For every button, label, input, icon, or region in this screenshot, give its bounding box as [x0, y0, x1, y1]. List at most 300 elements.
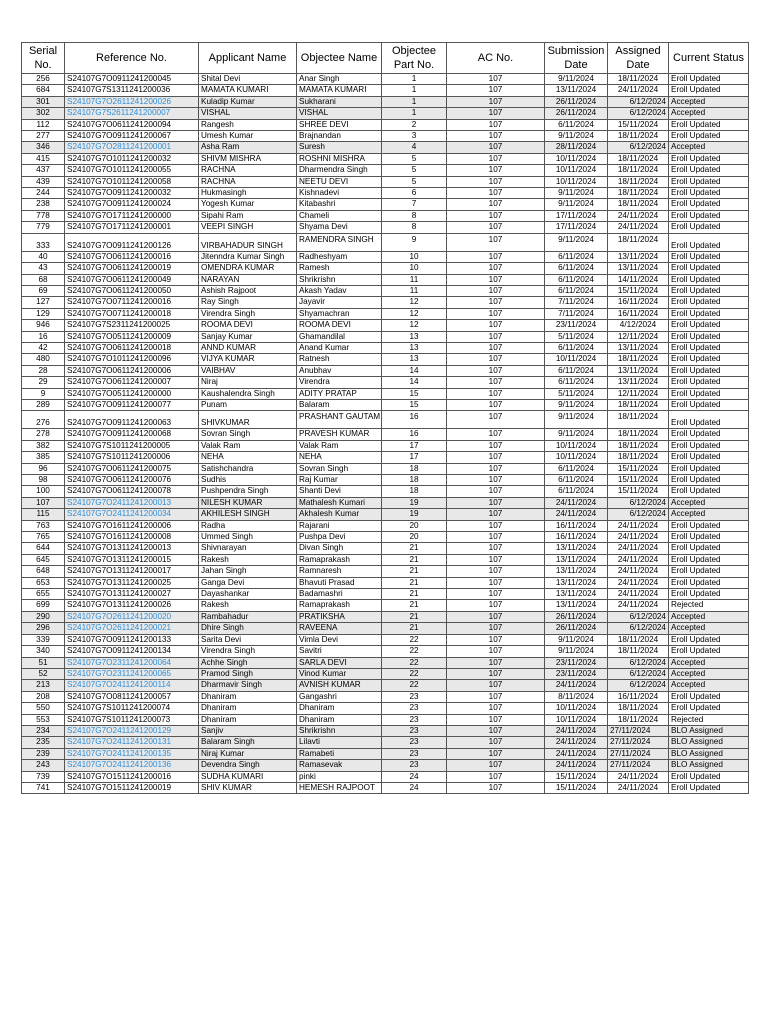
- submission-date-cell: 13/11/2024: [545, 566, 608, 577]
- ac-no-cell: 107: [447, 532, 545, 543]
- reference-cell: S24107G7O1711241200001: [65, 222, 199, 233]
- part-no-cell: 11: [382, 285, 447, 296]
- objectee-cell: Shyama Devi: [297, 222, 382, 233]
- reference-cell: S24107G7O1011241200096: [65, 354, 199, 365]
- part-no-cell: 18: [382, 475, 447, 486]
- part-no-cell: 17: [382, 440, 447, 451]
- serial-cell: 480: [22, 354, 65, 365]
- applicant-cell: Satishchandra: [199, 463, 297, 474]
- ac-no-cell: 107: [447, 188, 545, 199]
- table-row: [22, 520, 749, 531]
- applicant-cell: Jahan Singh: [199, 566, 297, 577]
- status-cell: Eroll Updated: [669, 399, 749, 410]
- table-row: [22, 233, 749, 251]
- part-no-cell: 12: [382, 320, 447, 331]
- objectee-cell: Suresh: [297, 142, 382, 153]
- assigned-date-cell: 15/11/2024: [608, 475, 669, 486]
- assigned-date-cell: 24/11/2024: [608, 520, 669, 531]
- applicant-cell: Niraj: [199, 377, 297, 388]
- serial-cell: 115: [22, 509, 65, 520]
- reference-cell: S24107G7O1011241200058: [65, 176, 199, 187]
- part-no-cell: 3: [382, 131, 447, 142]
- status-cell: Eroll Updated: [669, 429, 749, 440]
- applicant-cell: OMENDRA KUMAR: [199, 263, 297, 274]
- objectee-cell: ADITY PRATAP: [297, 388, 382, 399]
- serial-cell: 346: [22, 142, 65, 153]
- table-row: [22, 176, 749, 187]
- status-cell: Eroll Updated: [669, 532, 749, 543]
- submission-date-cell: 6/11/2024: [545, 486, 608, 497]
- part-no-cell: 23: [382, 737, 447, 748]
- applicant-cell: Valak Ram: [199, 440, 297, 451]
- part-no-cell: 5: [382, 165, 447, 176]
- column-header-objectee: Objectee Name: [297, 43, 382, 74]
- serial-cell: 653: [22, 577, 65, 588]
- ac-no-cell: 107: [447, 199, 545, 210]
- header-submission-line2: Date: [564, 59, 588, 71]
- submission-date-cell: 9/11/2024: [545, 411, 608, 429]
- applicant-cell: Ganga Devi: [199, 577, 297, 588]
- column-header-ac: AC No.: [447, 43, 545, 74]
- reference-cell: S24107G7O2411241200114: [65, 680, 199, 691]
- ac-no-cell: 107: [447, 331, 545, 342]
- serial-cell: 278: [22, 429, 65, 440]
- objectee-cell: VISHAL: [297, 108, 382, 119]
- serial-cell: 51: [22, 657, 65, 668]
- table-row: [22, 714, 749, 725]
- objectee-cell: Ramnaresh: [297, 566, 382, 577]
- table-row: [22, 320, 749, 331]
- submission-date-cell: 10/11/2024: [545, 176, 608, 187]
- reference-cell: S24107G7O2411241200034: [65, 509, 199, 520]
- serial-cell: 112: [22, 119, 65, 130]
- objectee-cell: Ramaprakash: [297, 600, 382, 611]
- assigned-date-cell: 24/11/2024: [608, 532, 669, 543]
- part-no-cell: 13: [382, 331, 447, 342]
- reference-cell: S24107G7O0611241200006: [65, 365, 199, 376]
- ac-no-cell: 107: [447, 285, 545, 296]
- status-cell: Eroll Updated: [669, 440, 749, 451]
- submission-date-cell: 15/11/2024: [545, 782, 608, 793]
- objectee-cell: Vinod Kumar: [297, 668, 382, 679]
- ac-no-cell: 107: [447, 108, 545, 119]
- reference-cell: S24107G7O1311241200026: [65, 600, 199, 611]
- submission-date-cell: 9/11/2024: [545, 646, 608, 657]
- submission-date-cell: 6/11/2024: [545, 475, 608, 486]
- serial-cell: 550: [22, 703, 65, 714]
- assigned-date-cell: 27/11/2024: [608, 748, 669, 759]
- ac-no-cell: 107: [447, 165, 545, 176]
- serial-cell: 699: [22, 600, 65, 611]
- status-cell: Eroll Updated: [669, 566, 749, 577]
- status-cell: Eroll Updated: [669, 131, 749, 142]
- objectee-cell: Akash Yadav: [297, 285, 382, 296]
- serial-cell: 946: [22, 320, 65, 331]
- assigned-date-cell: 6/12/2024: [608, 657, 669, 668]
- submission-date-cell: 6/11/2024: [545, 342, 608, 353]
- ac-no-cell: 107: [447, 680, 545, 691]
- reference-cell: S24107G7O2411241200136: [65, 760, 199, 771]
- applicant-cell: VIRBAHADUR SINGH: [199, 233, 297, 251]
- table-row: [22, 440, 749, 451]
- ac-no-cell: 107: [447, 657, 545, 668]
- objectee-cell: Gangashri: [297, 691, 382, 702]
- submission-date-cell: 6/11/2024: [545, 274, 608, 285]
- reference-cell: S24107G7S1011241200073: [65, 714, 199, 725]
- submission-date-cell: 24/11/2024: [545, 737, 608, 748]
- objectee-cell: SHREE DEVI: [297, 119, 382, 130]
- objectee-cell: Dhaniram: [297, 703, 382, 714]
- assigned-date-cell: 18/11/2024: [608, 440, 669, 451]
- status-cell: Accepted: [669, 497, 749, 508]
- submission-date-cell: 26/11/2024: [545, 96, 608, 107]
- part-no-cell: 23: [382, 714, 447, 725]
- part-no-cell: 2: [382, 119, 447, 130]
- table-row: [22, 222, 749, 233]
- table-row: [22, 411, 749, 429]
- applicant-cell: Devendra Singh: [199, 760, 297, 771]
- status-cell: Accepted: [669, 623, 749, 634]
- objection-status-table: [21, 42, 749, 794]
- serial-cell: 238: [22, 199, 65, 210]
- ac-no-cell: 107: [447, 475, 545, 486]
- objectee-cell: Jayavir: [297, 297, 382, 308]
- reference-cell: S24107G7S1011241200005: [65, 440, 199, 451]
- part-no-cell: 21: [382, 566, 447, 577]
- objectee-cell: RAMENDRA SINGH: [297, 233, 382, 251]
- objectee-cell: Rajarani: [297, 520, 382, 531]
- assigned-date-cell: 6/12/2024: [608, 497, 669, 508]
- assigned-date-cell: 24/11/2024: [608, 771, 669, 782]
- assigned-date-cell: 12/11/2024: [608, 331, 669, 342]
- submission-date-cell: 6/11/2024: [545, 119, 608, 130]
- assigned-date-cell: 18/11/2024: [608, 634, 669, 645]
- table-row: [22, 600, 749, 611]
- ac-no-cell: 107: [447, 354, 545, 365]
- reference-cell: S24107G7O2311241200065: [65, 668, 199, 679]
- table-row: [22, 589, 749, 600]
- submission-date-cell: 6/11/2024: [545, 463, 608, 474]
- applicant-cell: Rakesh: [199, 554, 297, 565]
- reference-cell: S24107G7O1311241200027: [65, 589, 199, 600]
- applicant-cell: NILESH KUMAR: [199, 497, 297, 508]
- objectee-cell: Mathalesh Kumari: [297, 497, 382, 508]
- serial-cell: 439: [22, 176, 65, 187]
- submission-date-cell: 24/11/2024: [545, 760, 608, 771]
- assigned-date-cell: 14/11/2024: [608, 274, 669, 285]
- ac-no-cell: 107: [447, 771, 545, 782]
- table-row: [22, 429, 749, 440]
- objectee-cell: Kitabashri: [297, 199, 382, 210]
- submission-date-cell: 28/11/2024: [545, 142, 608, 153]
- applicant-cell: Rambahadur: [199, 611, 297, 622]
- reference-cell: S24107G7O0511241200009: [65, 331, 199, 342]
- objectee-cell: PRASHANT GAUTAM: [297, 411, 382, 429]
- objectee-cell: PRATIKSHA: [297, 611, 382, 622]
- status-cell: Accepted: [669, 142, 749, 153]
- table-row: [22, 74, 749, 85]
- submission-date-cell: 10/11/2024: [545, 452, 608, 463]
- ac-no-cell: 107: [447, 566, 545, 577]
- reference-cell: S24107G7O1311241200017: [65, 566, 199, 577]
- assigned-date-cell: 13/11/2024: [608, 377, 669, 388]
- submission-date-cell: 10/11/2024: [545, 165, 608, 176]
- submission-date-cell: 23/11/2024: [545, 657, 608, 668]
- claims-objections-sheet: [21, 42, 748, 794]
- ac-no-cell: 107: [447, 725, 545, 736]
- applicant-cell: Sipahi Ram: [199, 210, 297, 221]
- serial-cell: 127: [22, 297, 65, 308]
- status-cell: Eroll Updated: [669, 176, 749, 187]
- submission-date-cell: 7/11/2024: [545, 308, 608, 319]
- part-no-cell: 1: [382, 74, 447, 85]
- applicant-cell: Hukmasingh: [199, 188, 297, 199]
- part-no-cell: 13: [382, 354, 447, 365]
- status-cell: Eroll Updated: [669, 691, 749, 702]
- table-row: [22, 210, 749, 221]
- applicant-cell: Dayashankar: [199, 589, 297, 600]
- table-row: [22, 297, 749, 308]
- reference-cell: S24107G7O0611241200075: [65, 463, 199, 474]
- submission-date-cell: 9/11/2024: [545, 131, 608, 142]
- submission-date-cell: 24/11/2024: [545, 680, 608, 691]
- part-no-cell: 12: [382, 297, 447, 308]
- reference-cell: S24107G7S2611241200007: [65, 108, 199, 119]
- ac-no-cell: 107: [447, 623, 545, 634]
- serial-cell: 9: [22, 388, 65, 399]
- objectee-cell: Valak Ram: [297, 440, 382, 451]
- objectee-cell: Akhalesh Kumar: [297, 509, 382, 520]
- status-cell: Eroll Updated: [669, 251, 749, 262]
- applicant-cell: Niraj Kumar: [199, 748, 297, 759]
- submission-date-cell: 24/11/2024: [545, 497, 608, 508]
- submission-date-cell: 9/11/2024: [545, 233, 608, 251]
- submission-date-cell: 9/11/2024: [545, 188, 608, 199]
- objectee-cell: Ramaprakash: [297, 554, 382, 565]
- objectee-cell: HEMESH RAJPOOT: [297, 782, 382, 793]
- serial-cell: 741: [22, 782, 65, 793]
- part-no-cell: 23: [382, 703, 447, 714]
- table-row: [22, 331, 749, 342]
- assigned-date-cell: 15/11/2024: [608, 463, 669, 474]
- assigned-date-cell: 18/11/2024: [608, 703, 669, 714]
- submission-date-cell: 13/11/2024: [545, 543, 608, 554]
- applicant-cell: Umesh Kumar: [199, 131, 297, 142]
- assigned-date-cell: 4/12/2024: [608, 320, 669, 331]
- status-cell: Eroll Updated: [669, 543, 749, 554]
- ac-no-cell: 107: [447, 233, 545, 251]
- reference-cell: S24107G7O2611241200020: [65, 611, 199, 622]
- reference-cell: S24107G7O1511241200016: [65, 771, 199, 782]
- reference-cell: S24107G7O2811241200001: [65, 142, 199, 153]
- assigned-date-cell: 16/11/2024: [608, 308, 669, 319]
- part-no-cell: 4: [382, 142, 447, 153]
- header-serial-line2: No.: [34, 59, 52, 71]
- ac-no-cell: 107: [447, 714, 545, 725]
- status-cell: Eroll Updated: [669, 297, 749, 308]
- part-no-cell: 22: [382, 646, 447, 657]
- ac-no-cell: 107: [447, 577, 545, 588]
- serial-cell: 289: [22, 399, 65, 410]
- table-body: [22, 74, 749, 794]
- reference-cell: S24107G7O1511241200019: [65, 782, 199, 793]
- objectee-cell: Shanti Devi: [297, 486, 382, 497]
- assigned-date-cell: 13/11/2024: [608, 342, 669, 353]
- serial-cell: 340: [22, 646, 65, 657]
- serial-cell: 765: [22, 532, 65, 543]
- status-cell: Eroll Updated: [669, 577, 749, 588]
- applicant-cell: Ashish Rajpoot: [199, 285, 297, 296]
- status-cell: Eroll Updated: [669, 233, 749, 251]
- applicant-cell: Shital Devi: [199, 74, 297, 85]
- applicant-cell: Ray Singh: [199, 297, 297, 308]
- column-header-status: Current Status: [669, 43, 749, 74]
- reference-cell: S24107G7O1611241200006: [65, 520, 199, 531]
- status-cell: Eroll Updated: [669, 320, 749, 331]
- reference-cell: S24107G7O2611241200021: [65, 623, 199, 634]
- part-no-cell: 16: [382, 429, 447, 440]
- table-row: [22, 399, 749, 410]
- table-row: [22, 577, 749, 588]
- objectee-cell: Badamashri: [297, 589, 382, 600]
- serial-cell: 415: [22, 153, 65, 164]
- objectee-cell: Savitri: [297, 646, 382, 657]
- status-cell: Accepted: [669, 509, 749, 520]
- status-cell: BLO Assigned: [669, 748, 749, 759]
- assigned-date-cell: 24/11/2024: [608, 543, 669, 554]
- submission-date-cell: 13/11/2024: [545, 554, 608, 565]
- reference-cell: S24107G7O0611241200050: [65, 285, 199, 296]
- assigned-date-cell: 24/11/2024: [608, 210, 669, 221]
- submission-date-cell: 24/11/2024: [545, 748, 608, 759]
- table-row: [22, 342, 749, 353]
- status-cell: Accepted: [669, 108, 749, 119]
- applicant-cell: ROOMA DEVI: [199, 320, 297, 331]
- objectee-cell: Radheshyam: [297, 251, 382, 262]
- ac-no-cell: 107: [447, 486, 545, 497]
- serial-cell: 655: [22, 589, 65, 600]
- reference-cell: S24107G7O2611241200026: [65, 96, 199, 107]
- status-cell: Eroll Updated: [669, 646, 749, 657]
- status-cell: Eroll Updated: [669, 475, 749, 486]
- status-cell: Eroll Updated: [669, 274, 749, 285]
- applicant-cell: SHIVKUMAR: [199, 411, 297, 429]
- ac-no-cell: 107: [447, 429, 545, 440]
- table-row: [22, 285, 749, 296]
- assigned-date-cell: 18/11/2024: [608, 452, 669, 463]
- status-cell: Eroll Updated: [669, 210, 749, 221]
- reference-cell: S24107G7O0611241200016: [65, 251, 199, 262]
- column-header-applicant: Applicant Name: [199, 43, 297, 74]
- serial-cell: 107: [22, 497, 65, 508]
- assigned-date-cell: 12/11/2024: [608, 388, 669, 399]
- serial-cell: 208: [22, 691, 65, 702]
- table-row: [22, 377, 749, 388]
- reference-cell: S24107G7O2411241200013: [65, 497, 199, 508]
- table-row: [22, 165, 749, 176]
- applicant-cell: RACHNA: [199, 176, 297, 187]
- table-row: [22, 475, 749, 486]
- table-row: [22, 188, 749, 199]
- column-header-assigned: [608, 43, 669, 74]
- ac-no-cell: 107: [447, 131, 545, 142]
- objectee-cell: Ramabeti: [297, 748, 382, 759]
- applicant-cell: SHIVM MISHRA: [199, 153, 297, 164]
- applicant-cell: VAIBHAV: [199, 365, 297, 376]
- reference-cell: S24107G7O2311241200064: [65, 657, 199, 668]
- objectee-cell: Balaram: [297, 399, 382, 410]
- reference-cell: S24107G7O0611241200049: [65, 274, 199, 285]
- table-row: [22, 199, 749, 210]
- applicant-cell: RACHNA: [199, 165, 297, 176]
- ac-no-cell: 107: [447, 703, 545, 714]
- reference-cell: S24107G7S2311241200025: [65, 320, 199, 331]
- assigned-date-cell: 27/11/2024: [608, 725, 669, 736]
- submission-date-cell: 6/11/2024: [545, 263, 608, 274]
- objectee-cell: Virendra: [297, 377, 382, 388]
- serial-cell: 296: [22, 623, 65, 634]
- status-cell: Eroll Updated: [669, 411, 749, 429]
- assigned-date-cell: 18/11/2024: [608, 646, 669, 657]
- part-no-cell: 23: [382, 725, 447, 736]
- status-cell: Eroll Updated: [669, 771, 749, 782]
- table-row: [22, 623, 749, 634]
- reference-cell: S24107G7O1311241200015: [65, 554, 199, 565]
- serial-cell: 28: [22, 365, 65, 376]
- applicant-cell: Ummed Singh: [199, 532, 297, 543]
- table-row: [22, 96, 749, 107]
- applicant-cell: Dhaniram: [199, 703, 297, 714]
- serial-cell: 763: [22, 520, 65, 531]
- applicant-cell: NARAYAN: [199, 274, 297, 285]
- applicant-cell: Dhire Singh: [199, 623, 297, 634]
- assigned-date-cell: 6/12/2024: [608, 668, 669, 679]
- submission-date-cell: 10/11/2024: [545, 703, 608, 714]
- ac-no-cell: 107: [447, 691, 545, 702]
- table-row: [22, 85, 749, 96]
- applicant-cell: Achhe Singh: [199, 657, 297, 668]
- objectee-cell: Anubhav: [297, 365, 382, 376]
- table-row: [22, 543, 749, 554]
- part-no-cell: 24: [382, 782, 447, 793]
- serial-cell: 684: [22, 85, 65, 96]
- assigned-date-cell: 18/11/2024: [608, 153, 669, 164]
- ac-no-cell: 107: [447, 377, 545, 388]
- objectee-cell: pinki: [297, 771, 382, 782]
- header-row: [22, 43, 749, 74]
- objectee-cell: ROSHNI MISHRA: [297, 153, 382, 164]
- ac-no-cell: 107: [447, 210, 545, 221]
- assigned-date-cell: 24/11/2024: [608, 589, 669, 600]
- applicant-cell: Radha: [199, 520, 297, 531]
- objectee-cell: Dharmendra Singh: [297, 165, 382, 176]
- reference-cell: S24107G7S1011241200006: [65, 452, 199, 463]
- table-row: [22, 452, 749, 463]
- ac-no-cell: 107: [447, 411, 545, 429]
- part-no-cell: 1: [382, 96, 447, 107]
- assigned-date-cell: 18/11/2024: [608, 714, 669, 725]
- applicant-cell: Pushpendra Singh: [199, 486, 297, 497]
- assigned-date-cell: 16/11/2024: [608, 691, 669, 702]
- applicant-cell: Sanjay Kumar: [199, 331, 297, 342]
- applicant-cell: AKHILESH SINGH: [199, 509, 297, 520]
- assigned-date-cell: 24/11/2024: [608, 222, 669, 233]
- ac-no-cell: 107: [447, 297, 545, 308]
- ac-no-cell: 107: [447, 388, 545, 399]
- assigned-date-cell: 6/12/2024: [608, 509, 669, 520]
- assigned-date-cell: 6/12/2024: [608, 108, 669, 119]
- serial-cell: 98: [22, 475, 65, 486]
